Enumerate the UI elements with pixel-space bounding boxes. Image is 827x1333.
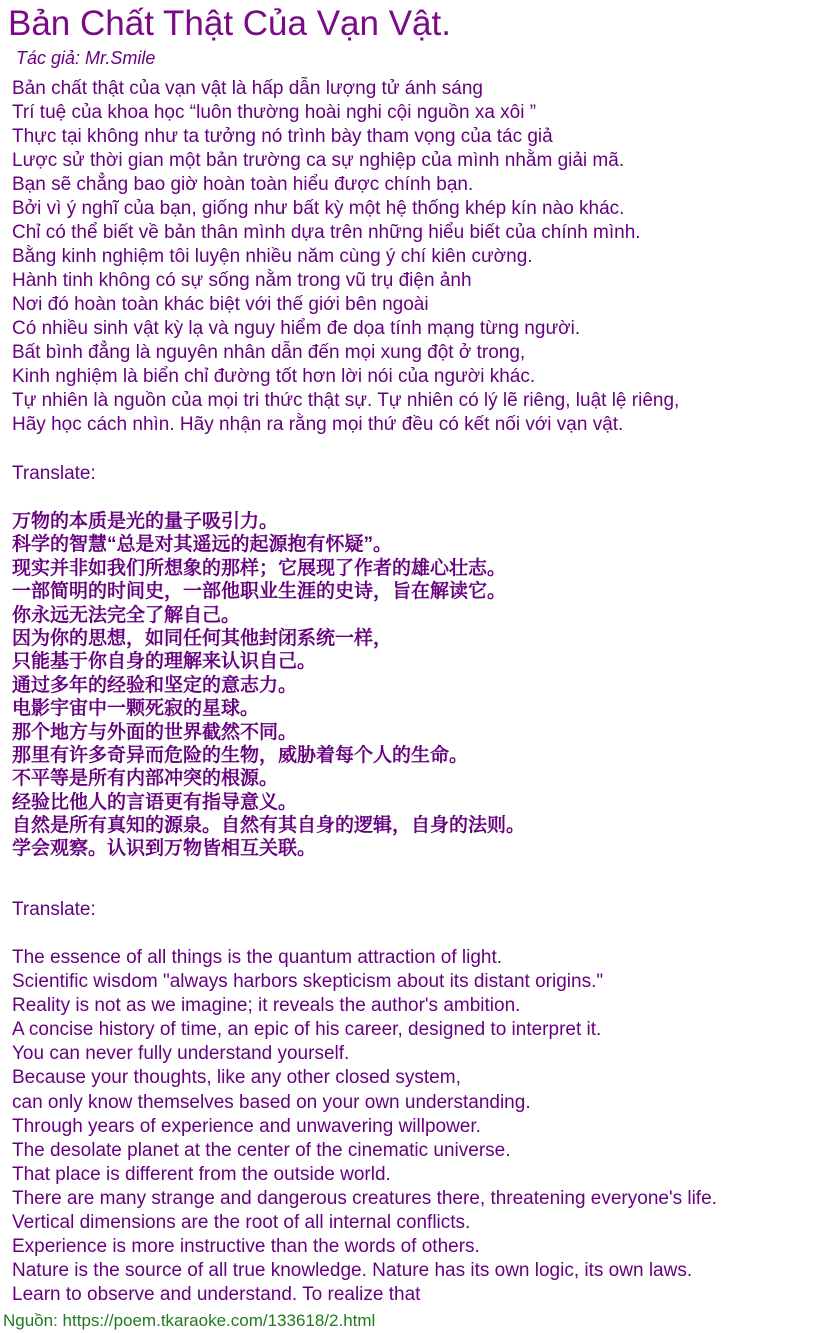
translation-line: The desolate planet at the center of the cinematic universe. (12, 1139, 511, 1161)
poem-line: Trí tuệ của khoa học “luôn thường hoài nghi cội nguồn xa xôi ” (12, 102, 537, 123)
translate-label (12, 898, 96, 922)
translation-line: Learn to observe and understand. To realize that (12, 1284, 421, 1306)
poem-title: Bản Chất Thật Của Vạn Vật. (8, 4, 451, 43)
translation-line: 你永远无法完全了解自己。 (12, 604, 241, 626)
translation-line: Reality is not as we imagine; it reveals the author's ambition. (12, 995, 521, 1017)
translate-label (12, 462, 96, 486)
translation-line: A concise history of time, an epic of his career, designed to interpret it. (12, 1019, 602, 1041)
poem-line: Lược sử thời gian một bản trường ca sự nghiệp của mình nhằm giải mã. (12, 150, 625, 171)
poem-line: Bởi vì ý nghĩ của bạn, giống như bất kỳ một hệ thống khép kín nào khác. (12, 198, 625, 219)
vietnamese-stanza (12, 77, 679, 437)
translation-line: You can never fully understand yourself. (12, 1043, 350, 1065)
translation-line: Scientific wisdom "always harbors skepticism about its distant origins." (12, 971, 604, 993)
poem-line: Hành tinh không có sự sống nằm trong vũ trụ điện ảnh (12, 270, 472, 291)
translation-line: 学会观察。认识到万物皆相互关联。 (12, 838, 317, 860)
translation-line: 经验比他人的言语更有指导意义。 (12, 791, 298, 813)
translation-line: 通过多年的经验和坚定的意志力。 (12, 674, 298, 696)
translation-line: That place is different from the outside world. (12, 1163, 391, 1185)
translation-line: 那个地方与外面的世界截然不同。 (12, 721, 298, 743)
author-line: Tác giả: Mr.Smile (16, 48, 156, 68)
translation-line: 现实并非如我们所想象的那样；它展现了作者的雄心壮志。 (12, 557, 507, 579)
poem-line: Hãy học cách nhìn. Hãy nhận ra rằng mọi thứ đều có kết nối với vạn vật. (12, 414, 624, 435)
poem-line: Bản chất thật của vạn vật là hấp dẫn lượng tử ánh sáng (12, 78, 483, 99)
source-link[interactable]: Nguồn: https://poem.tkaraoke.com/133618/2.html (3, 1311, 376, 1330)
translation-line: There are many strange and dangerous creatures there, threatening everyone's life. (12, 1187, 717, 1209)
translation-line: 只能基于你自身的理解来认识自己。 (12, 651, 317, 673)
translation-line: Experience is more instructive than the words of others. (12, 1236, 480, 1258)
poem-line: Thực tại không như ta tưởng nó trình bày tham vọng của tác giả (12, 126, 553, 147)
poem-line: Chỉ có thể biết về bản thân mình dựa trên những hiểu biết của chính mình. (12, 222, 641, 243)
translation-line: 自然是所有真知的源泉。自然有其自身的逻辑，自身的法则。 (12, 815, 526, 837)
poem-line: Có nhiều sinh vật kỳ lạ và nguy hiểm đe dọa tính mạng từng người. (12, 318, 581, 339)
poem-line: Kinh nghiệm là biển chỉ đường tốt hơn lời nói của người khác. (12, 366, 536, 387)
translation-line: Through years of experience and unwavering willpower. (12, 1115, 481, 1137)
translation-line: Nature is the source of all true knowledge. Nature has its own logic, its own laws. (12, 1260, 693, 1282)
poem-line: Nơi đó hoàn toàn khác biệt với thế giới bên ngoài (12, 294, 429, 315)
translation-line: 因为你的思想，如同任何其他封闭系统一样， (12, 627, 393, 649)
translation-line: 万物的本质是光的量子吸引力。 (12, 511, 279, 532)
translate-label-text: Translate: (12, 899, 96, 920)
translate-label-text: Translate: (12, 463, 96, 484)
translation-line: 电影宇宙中一颗死寂的星球。 (12, 698, 260, 720)
translation-line: The essence of all things is the quantum attraction of light. (12, 947, 503, 968)
poem-line: Bất bình đẳng là nguyên nhân dẫn đến mọi xung đột ở trong, (12, 342, 526, 363)
translation-line: 不平等是所有内部冲突的根源。 (12, 768, 279, 790)
translation-line: can only know themselves based on your own understanding. (12, 1091, 531, 1113)
translation-line: 那里有许多奇异而危险的生物，威胁着每个人的生命。 (12, 744, 469, 766)
translation-line: Because your thoughts, like any other closed system, (12, 1067, 461, 1089)
poem-line: Bạn sẽ chẳng bao giờ hoàn toàn hiểu được chính bạn. (12, 174, 474, 195)
english-translation (12, 946, 717, 1307)
translation-line: 科学的智慧“总是对其遥远的起源抱有怀疑”。 (12, 534, 393, 556)
chinese-translation (12, 510, 525, 861)
poem-line: Bằng kinh nghiệm tôi luyện nhiều năm cùng ý chí kiên cường. (12, 246, 533, 267)
poem-line: Tự nhiên là nguồn của mọi tri thức thật sự. Tự nhiên có lý lẽ riêng, luật lệ riêng, (12, 390, 680, 411)
translation-line: Vertical dimensions are the root of all internal conflicts. (12, 1212, 471, 1234)
translation-line: 一部简明的时间史，一部他职业生涯的史诗，旨在解读它。 (12, 581, 507, 603)
